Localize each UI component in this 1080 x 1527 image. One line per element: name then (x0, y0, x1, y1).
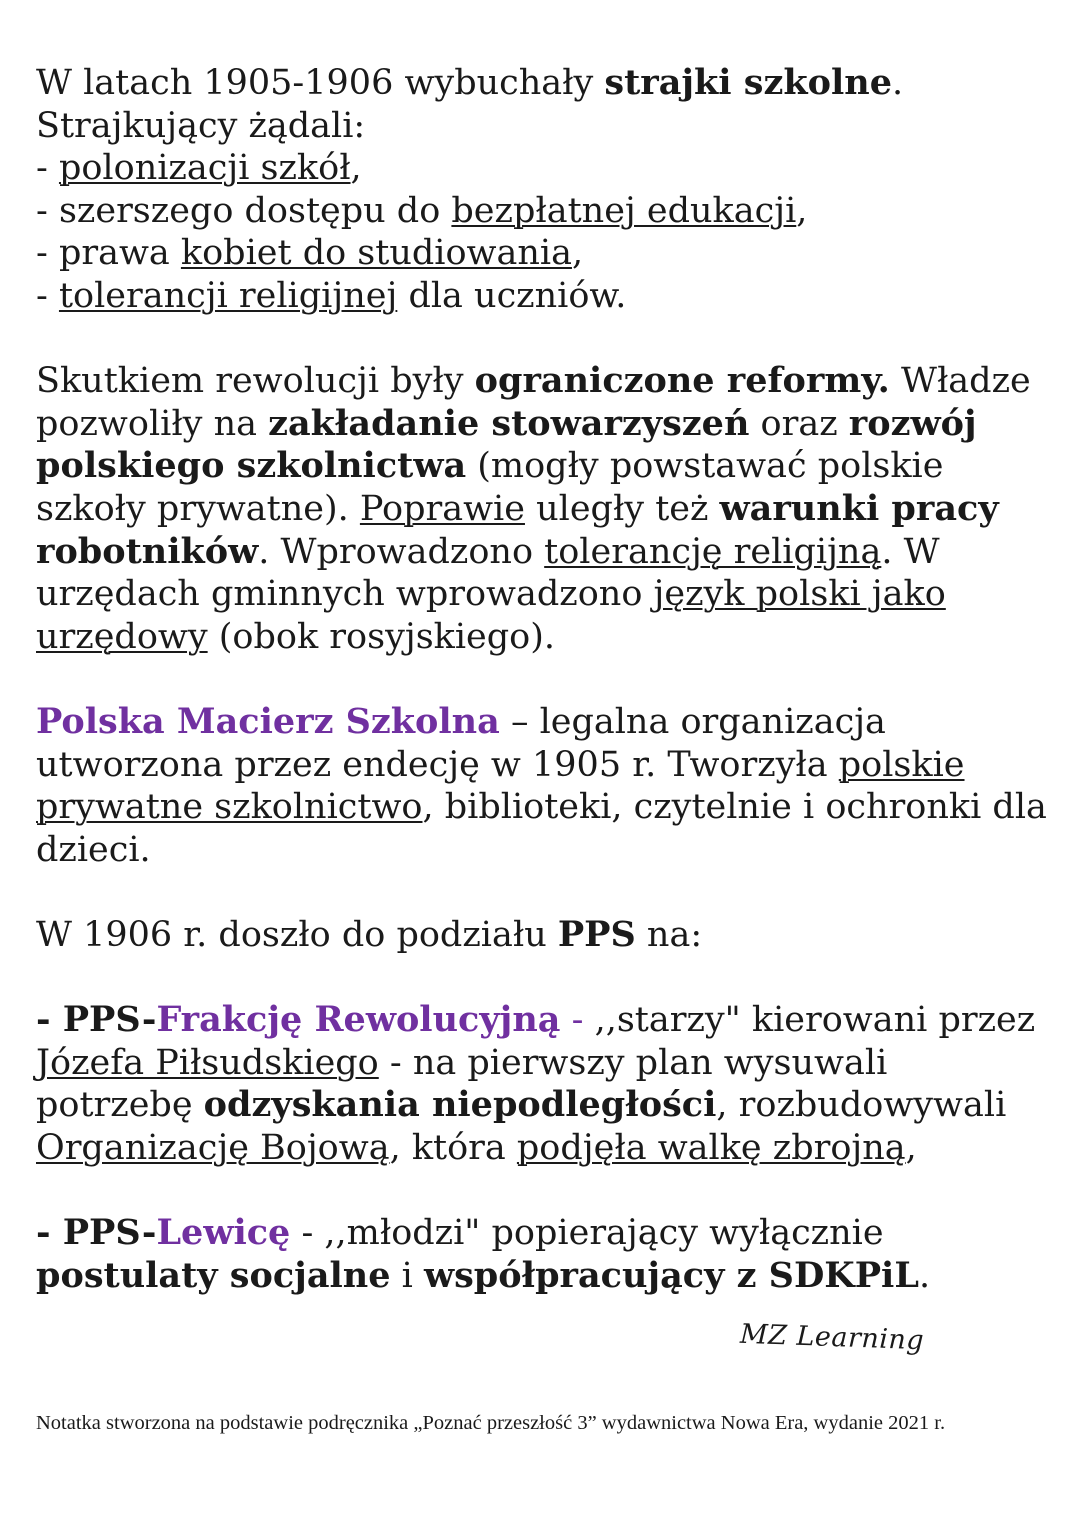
pms-term: Polska Macierz Szkolna (36, 700, 500, 742)
signature: MZ Learning (739, 1318, 925, 1357)
list-item: - tolerancji religijnej dla uczniów. (36, 275, 627, 316)
list-item: - szerszego dostępu do bezpłatnej edukacji, (36, 190, 808, 231)
school-strikes-paragraph: W latach 1905-1906 wybuchały strajki szkolne. Strajkujący żądali: - polonizacji szkół, - szerszego dostępu do bezpłatnej edukacji, - prawa kobiet do studiowania, - tolerancji religijnej dla uczniów. (36, 62, 904, 316)
source-footnote: Notatka stworzona na podstawie podręcznika „Poznać przeszłość 3” wydawnictwa Nowa Era, wydanie 2021 r. (36, 1412, 946, 1434)
pps-split-paragraph: W 1906 r. doszło do podziału PPS na: (36, 913, 703, 955)
lewica-term: Lewicę (156, 1212, 291, 1254)
list-item: - polonizacji szkół, (36, 148, 362, 189)
list-item: - prawa kobiet do studiowania, (36, 233, 584, 274)
pps-lewica-paragraph: - PPS-Lewicę - ,,młodzi" popierający wyłącznie postulaty socjalne i współpracujący z SDKPiL. (36, 1212, 931, 1296)
polska-macierz-szkolna-paragraph: Polska Macierz Szkolna – legalna organizacja utworzona przez endecję w 1905 r. Tworzyła polskie prywatne szkolnictwo, biblioteki, czytelnie i ochronki dla dzieci. (36, 700, 1047, 870)
pps-fr-paragraph: - PPS-Frakcję Rewolucyjną - ,,starzy" kierowani przez Józefa Piłsudskiego - na pierwszy plan wysuwali potrzebę odzyskania niepodległości, rozbudowywali Organizację Bojową, która podjęła walkę zbrojną, (36, 999, 1036, 1168)
reforms-paragraph: Skutkiem rewolucji były ograniczone reformy. Władze pozwoliły na zakładanie stowarzyszeń oraz rozwój polskiego szkolnictwa (mogły powstawać polskie szkoły prywatne). Poprawie uległy też warunki pracy robotników. Wprowadzono tolerancję religijną. W urzędach gminnych wprowadzono język polski jako urzędowy (obok rosyjskiego). (36, 360, 1031, 657)
note-content (36, 62, 1051, 1297)
fr-term: Frakcję Rewolucyjną (156, 999, 561, 1041)
